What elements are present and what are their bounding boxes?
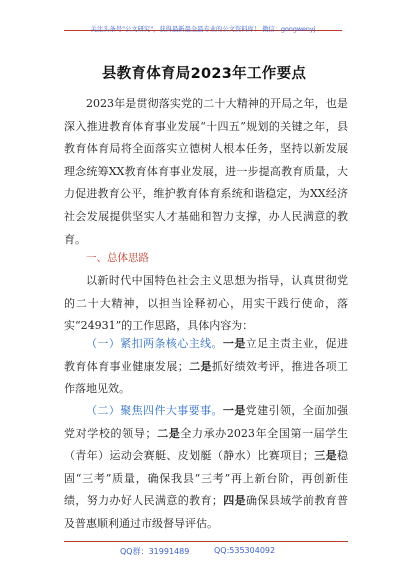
header-banner	[64, 16, 342, 31]
item-text: 党建引领，全面加强党对学校的领导；	[64, 404, 349, 440]
ordinal-label: 三是	[313, 449, 337, 463]
item-heading: （二）聚焦四件大事要事。	[86, 404, 223, 417]
section-heading-overall: 一、总体思路	[86, 252, 149, 264]
item-text: 确保县域学前教育普及普惠顺利通过市级督导评估。	[64, 494, 348, 530]
item-text: 稳固“三考”质量，确保我县“三考”再上新台阶，再创新佳绩，努力办好人民满意的教育；	[64, 449, 348, 508]
footer	[64, 541, 348, 560]
footer-qq-group: QQ群：31991489	[120, 547, 190, 556]
intro-paragraph: 2023年是贯彻落实党的二十大精神的开局之年，也是深入推进教育体育事业发展“十四五”规划的关键之年，县教育体育局将全面落实立德树人根本任务，坚持以新发展理念统筹XX教育体育事业发展，进一步提高教育质量，大力促进教育公平，维护教育体育系统和谐稳定，为XX经济社会发展提供坚实人才基础和智力支撑，办人民满意的教育。	[64, 97, 348, 246]
header-banner-text: 关注头条号"公文研究"，获得最新最全最专业的公文资料库！ 微信：gongwenyj	[90, 26, 316, 33]
item-core-lines	[64, 333, 348, 401]
item-text: 全力承办2023年全国第一届学生（青年）运动会赛艇、皮划艇（静水）比赛项目；	[64, 426, 349, 463]
item-heading: （一）紧扣两条核心主线。	[86, 337, 223, 350]
ordinal-label: 四是	[222, 494, 246, 508]
document-title: 县教育体育局2023年工作要点	[101, 66, 307, 82]
item-text: 抓好绩效考评，推进各项工作落地见效。	[64, 359, 348, 396]
footer-qq-contact: QQ:535304092	[214, 546, 276, 555]
ordinal-label: 二是	[188, 359, 212, 373]
section-paragraph: 以新时代中国特色社会主义思想为指导，认真贯彻党的二十大精神，以担当诠释初心，用实干践行使命，落实“24931”的工作思路，具体内容为：	[64, 274, 348, 333]
ordinal-label: 二是	[156, 426, 181, 440]
item-major-tasks	[64, 400, 348, 536]
item-text: 立足主责主业，促进教育体育事业健康发展；	[64, 337, 349, 373]
ordinal-label: 一是	[222, 337, 246, 350]
ordinal-label: 一是	[222, 404, 246, 417]
